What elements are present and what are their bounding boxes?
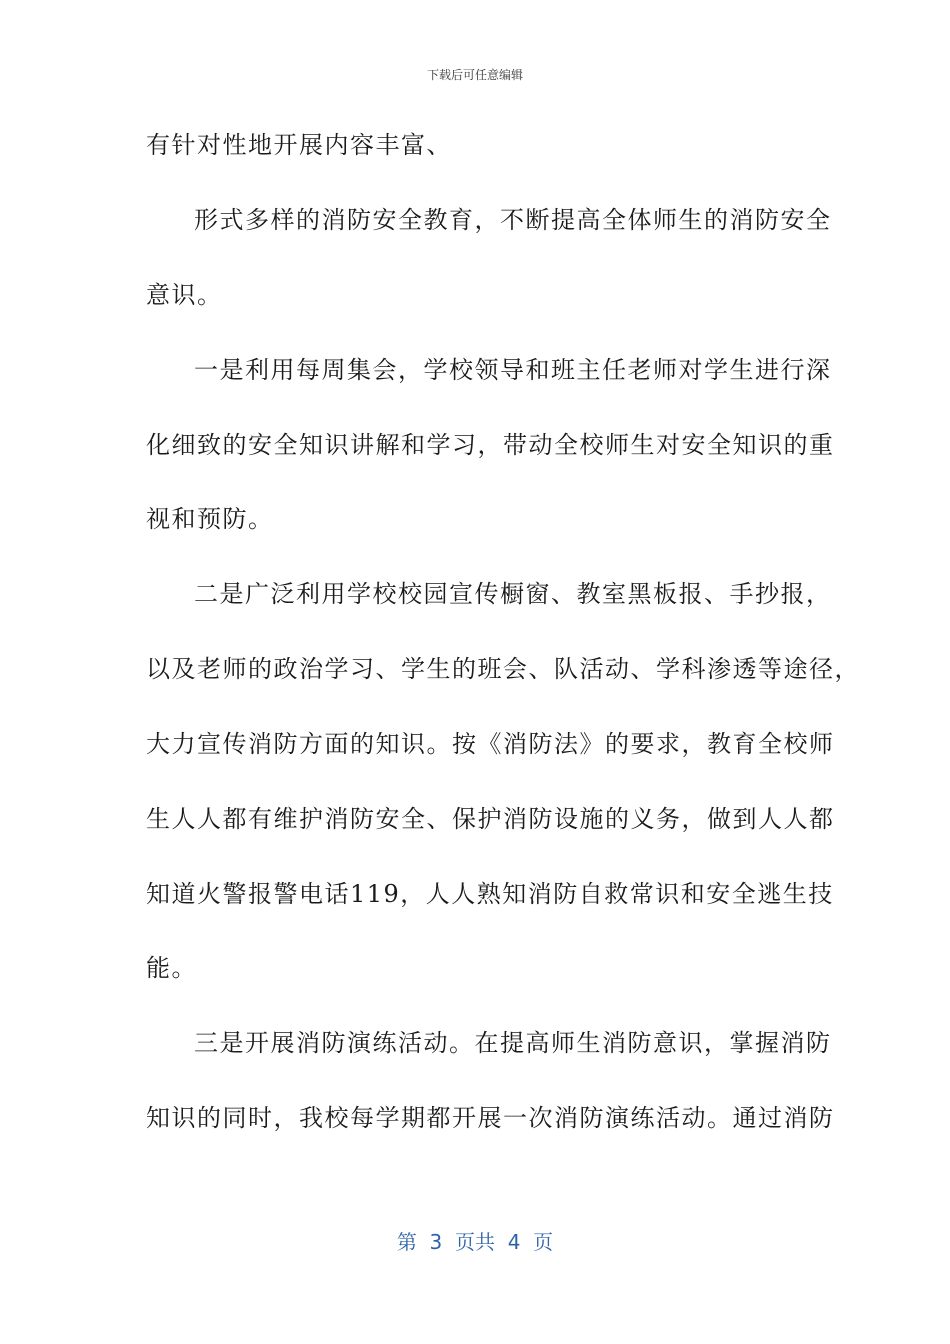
body-line: 化细致的安全知识讲解和学习，带动全校师生对安全知识的重 (146, 431, 835, 459)
body-line: 二是广泛利用学校校园宣传橱窗、教室黑板报、手抄报， (194, 580, 832, 608)
body-line: 意识。 (146, 281, 223, 309)
body-line: 知道火警报警电话119，人人熟知消防自救常识和安全逃生技 (146, 880, 834, 908)
body-line: 形式多样的消防安全教育，不断提高全体师生的消防安全 (194, 206, 832, 234)
page-number-footer: 第 3 页共 4 页 (396, 1230, 554, 1254)
body-line: 有针对性地开展内容丰富、 (146, 131, 452, 159)
body-line: 生人人都有维护消防安全、保护消防设施的义务，做到人人都 (146, 805, 835, 833)
body-line: 大力宣传消防方面的知识。按《消防法》的要求，教育全校师 (146, 730, 835, 758)
body-line: 三是开展消防演练活动。在提高师生消防意识，掌握消防 (194, 1029, 832, 1057)
body-line: 能。 (146, 954, 197, 982)
body-line: 一是利用每周集会，学校领导和班主任老师对学生进行深 (194, 356, 832, 384)
body-line: 知识的同时，我校每学期都开展一次消防演练活动。通过消防 (146, 1104, 835, 1132)
body-line: 视和预防。 (146, 505, 274, 533)
page-header: 下载后可任意编辑 (426, 68, 523, 82)
body-line: 以及老师的政治学习、学生的班会、队活动、学科渗透等途径， (146, 655, 860, 683)
